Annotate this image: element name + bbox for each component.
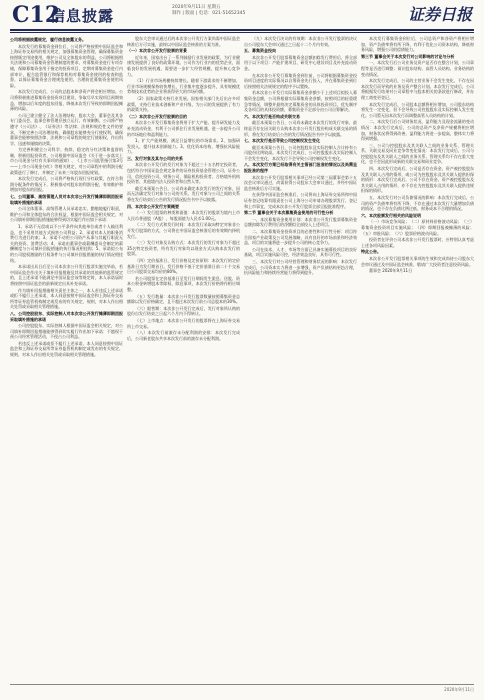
- article-subheading: （一）本次非公开发行股票的背景: [127, 48, 187, 54]
- article-subheading: 八、本次发行方案已经取得有关主管部门批准的情况以及尚需呈报批准的程序: [244, 162, 357, 174]
- article-paragraph: （五）发行数量：本次非公开发行股票数量按照募集资金总额除以发行价格确定，且不超过本次发行前公司总股本的30%。: [127, 293, 240, 305]
- article-paragraph: 在获得中国证监会核准后，公司将向上海证券交易所和中国证券登记结算有限责任公司上海分公司申请办理股票发行、登记和上市事宜，完成本次非公开发行股票全部呈报批准程序。: [244, 192, 357, 209]
- article-paragraph: 1、承诺不无偿或以不公平条件向其他单位或者个人输送利益，也不采用其他方式损害公司利益；2、承诺对本人的职务消费行为进行约束；3、承诺不动用公司资产从事与其履行职责无关的投资、消费活动；4、承诺由董事会或薪酬委员会制定的薪酬制度与公司填补回报措施的执行情况相挂钩；5、承诺拟公布的公司股权激励的行权条件与公司填补回报措施的执行情况相挂钩。: [10, 224, 123, 263]
- article-subheading: 第三节 董事会关于本次发行对公司影响的讨论与分析: [361, 53, 455, 59]
- column: [361, 36, 474, 682]
- article-paragraph: 公司已建立健全了法人治理结构，股东大会、董事会及其各专门委员会、监事会和管理层独立运行、有效制衡，公司将严格遵守《公司法》、《证券法》等法律、法规和规范性文件的要求，不断完善公司治理结构，确保股东能够充分行使权利，确保董事会能够按照法律、法规和公司章程的规定行使职权、作出科学、迅速和谨慎的决策。: [10, 112, 123, 146]
- header-rule-thin: [10, 32, 474, 33]
- article-paragraph: 本次非公开发行的发行对象为不超过三十五名特定投资者，包括符合中国证监会规定条件的证券投资基金管理公司、证券公司、信托投资公司、财务公司、保险机构投资者、合格境外机构投资者、其他境内法人投资者和自然人等。: [127, 162, 240, 185]
- newspaper-logo: 证券日报: [407, 5, 472, 24]
- article-paragraph: 三、本次发行对公司经营管理和财务状况的影响：本次发行完成后，公司资本实力将进一步增强，资产负债结构更趋合理，抗风险能力和持续经营能力将得到提升。: [244, 258, 357, 276]
- issue-meta: [172, 5, 245, 17]
- article-subheading: 六、本次发行是否构成关联交易: [244, 113, 300, 119]
- article-paragraph: 公司控股股东、实际控制人根据中国证监会相关规定，对公司填补即期回报措施能够得到切实履行作出如下承诺：不越权干预公司经营管理活动，不侵占公司利益。: [10, 323, 123, 340]
- article-paragraph: 本次发行完成后，公司将严格执行现行分红政策，在符合利润分配条件的情况下，积极推动对股东的利润分配，有效维护和增加对股东的回报。: [10, 176, 123, 193]
- article-subheading: （二）本次非公开发行股票的目的: [127, 113, 187, 119]
- article-paragraph: 作为填补回报措施相关责任主体之一，本人若违反上述承诺或拒不履行上述承诺，本人同意按照中国证监会和上海证券交易所等证券监管机构制定或发布的有关规定、规则，对本人作出相关处罚或采取相关管理措施。: [10, 287, 123, 310]
- article-paragraph: 三、公司与控股股东及其关联人之间的业务关系、管理关系、关联交易及同业竞争等变化情况：本次发行完成后，公司与控股股东及其关联人之间的业务关系、管理关系均不存在重大变化，也不会因此形成新的关联交易和同业竞争。: [361, 142, 474, 165]
- article-paragraph: 本次发行完成后，公司股本总额将相应增加，公司股东结构将发生一定变化，但不会导致公司控股股东及实际控制人发生变化。公司暂无因本次发行而调整高管人员结构的计划。: [361, 101, 474, 118]
- article-paragraph: （一）发行股票的种类和面值：本次发行的股票为境内上市人民币普通股（A股），每股面值为人民币1.00元。: [127, 210, 240, 221]
- article-paragraph: （七）上市地点：本次非公开发行的股票将在上海证券交易所上市交易。: [127, 317, 240, 329]
- header-rule: [10, 29, 474, 31]
- article-paragraph: 本次发行募集资金到位后，公司总资产和净资产将相应增加，资产负债率将有所下降，有利于优化公司资本结构，降低财务风险，增强公司的偿债能力。: [361, 36, 474, 53]
- article-paragraph: 二、本次募集资金投资项目的必要性和可行性分析：项目符合国家产业政策及公司发展战略，具有良好的市场前景和经济效益，项目的实施将进一步提升公司的核心竞争力。: [244, 229, 357, 246]
- article-paragraph: 在本次非公开发行募集资金到位前，公司将根据募集资金投资项目进度的实际情况以自筹资金先行投入，并在募集资金到位后按照相关法规规定的程序予以置换。: [244, 72, 357, 89]
- article-paragraph: （八）本次发行前滚存未分配利润的安排：本次发行完成后，公司新老股东共享本次发行前的滚存未分配利润。: [127, 330, 240, 341]
- article-subheading: 七、本次发行是否导致公司控制权发生变化: [244, 138, 320, 144]
- article-subheading: 七、公司董事、高级管理人员对本次非公开发行摊薄即期回报采取填补措施的承诺: [10, 194, 123, 205]
- page-number: C12: [12, 2, 61, 28]
- article-paragraph: 本承诺出具日后至公司本次非公开发行股票实施完毕前，若中国证监会作出关于填补回报措施及其承诺的其他新的监管规定的，且上述承诺不能满足中国证监会该等规定时，本人承诺届时将按照中国证监会的最新规定出具补充承诺。: [10, 264, 123, 286]
- article-paragraph: （三）发行对象及认购方式：本次发行的发行对象为不超过35名特定投资者，所有发行对象均以现金方式认购本次发行的股票。: [127, 240, 240, 257]
- article-paragraph: 二、本次发行后公司财务状况、盈利能力及现金流量的变动情况：本次发行完成后，公司的总资产及净资产规模将相应增加，财务状况将得到改善，盈利能力将进一步提高，整体实力将得到增强。: [361, 119, 474, 142]
- article-paragraph: （九）本次发行决议的有效期：本次非公开发行股票的决议自公司股东大会审议通过之日起十二个月内有效。: [244, 36, 357, 47]
- article-paragraph: （2）国家政策支持行业发展。国家相关部门先后出台多项政策，支持行业技术创新和产业升级，为公司的发展提供了有力的政策支持。: [127, 95, 240, 113]
- article-paragraph: 本次非公开发行股票募集资金总额扣除发行费用后，将全部用于以下项目：产能扩建项目、研发中心建设项目及补充流动资金。: [244, 54, 357, 71]
- article-columns: [10, 36, 474, 682]
- article-paragraph: 五、本次发行对公司负债情况的影响：本次发行完成后，公司的资产负债率将有所下降，不存在通过本次发行大量增加负债的情况，也不存在负债比例过低、财务成本不合理的情况。: [361, 195, 474, 212]
- article-subheading: 六、本次股票发行相关的风险说明: [361, 212, 421, 218]
- article-paragraph: 若公司股票在定价基准日至发行日期间发生派息、送股、资本公积金转增股本等除权、除息事项，本次发行价格将作相应调整。: [127, 275, 240, 292]
- page-footer: [10, 684, 474, 693]
- article-paragraph: 若本次非公开发行实际募集资金净额少于上述项目拟投入募集资金总额，公司将根据实际募集资金净额，按照项目的轻重缓急等情况，调整并最终决定募集资金的具体投资项目、优先顺序及各项目的具体投资额，募集资金不足部分由公司自筹解决。: [244, 90, 357, 113]
- article-paragraph: （四）定价基准日、发行价格及定价原则：本次发行的定价基准日为发行期首日。发行价格不低于定价基准日前二十个交易日公司股票交易均价的80%。: [127, 257, 240, 275]
- article-subheading: 公司将根据披露规定，履行信息披露义务。: [10, 37, 86, 42]
- article-paragraph: 本次发行的募集资金到位后，公司将严格按照中国证监会和上海证券交易所的相关规定，加强募集资金管理，确保募集资金按照既定用途使用，维护公司及全体股东的利益。公司将根据相关法规和公司募集资金管理制度的要求，对募集资金进行专项存储，保障募集资金用于指定的投资项目，定期对募集资金进行内部审计，配合监管银行和保荐机构对募集资金使用的检查和监督，以保证募集资金合理规范使用，合理防范募集资金使用风险。: [10, 43, 123, 88]
- article-paragraph: 本次发行完成后，公司的主营业务不会发生变化，不存在因本次发行而导致的业务及资产整合计划。本次发行完成后，公司将根据发行结果对公司章程中与股本相关的条款进行修改，并办理工商变更登记。: [361, 78, 474, 100]
- article-paragraph: 截至本预案公告日，公司控股股东及实际控制人合计持有公司股份比例较高。本次发行完成后，公司控股股东及实际控制人不会发生变化，本次发行不会导致公司控制权发生变化。: [244, 144, 357, 161]
- article-paragraph: 1、扩大产能规模，满足日益增长的市场需求。2、加强研发投入，提升技术创新能力。3、优化资本结构，增强抗风险能力。: [127, 138, 240, 155]
- issue-date: 2020年9月11日 星期五: [172, 5, 221, 10]
- article-subheading: 特此公告。: [361, 249, 381, 255]
- article-paragraph: 一、本次募集资金使用计划：本次非公开发行股票募集资金总额扣除发行费用后的净额拟全部投入上述项目。: [244, 216, 357, 228]
- article-paragraph: 一、本次发行后公司业务及资产是否存在整合计划，公司章程等是否进行调整；预计股东结构、高管人员结构、业务结构的变动情况。: [361, 60, 474, 77]
- article-subheading: 五、募集资金投向: [244, 48, 276, 54]
- article-paragraph: 董事会 2020年9月11日: [369, 268, 413, 274]
- footer-date: 2020年9月11日: [444, 687, 474, 692]
- column: [127, 36, 240, 682]
- article-paragraph: 近年来，国家出台了一系列鼓励行业发展的政策，为行业健康发展提供了良好的政策环境。公司作为行业内的优势企业，面临良好的发展机遇，需要进一步扩大经营规模，提升核心竞争力。: [127, 54, 240, 77]
- article-paragraph: 本次发行完成后，公司的总股本和净资产将会相应增加。公司将积极推进募集资金投资项目建设，争取尽早实现项目预期效益，增加以后年度的股东回报，降低本次发行导致的即期回报摊薄的风险。: [10, 89, 123, 112]
- section-title: 信息披露: [50, 7, 115, 25]
- article-paragraph: 本次非公开发行股票相关事项已经公司第三届董事会第十五次会议审议通过，尚需获得公司股东大会审议通过，并经中国证监会核准后方可实施。: [244, 174, 357, 191]
- article-paragraph: 本次非公开发行募集资金将用于扩大产能、提升研发能力及补充流动资金，有利于公司抓住行业发展机遇，进一步提升公司的市场地位和盈利能力。: [127, 120, 240, 137]
- article-paragraph: （一）市场竞争风险；（二）原材料价格波动风险；（三）募集资金投资项目实施风险；（四）即期回报被摊薄的风险；（五）审批风险；（六）股票价格波动风险。: [361, 219, 474, 236]
- article-paragraph: （六）限售期：本次非公开发行完成后，发行对象所认购的股份自发行结束之日起六个月内不得转让。: [127, 305, 240, 317]
- column: [244, 36, 357, 682]
- issue-editor: 制作 | 版面 | 电话：021-51652345: [172, 11, 246, 16]
- article-paragraph: 截至本预案公告日，公司尚未确定本次发行的发行对象，因而无法确定发行对象与公司的关系。发行对象与公司之间的关系将在发行结束后公告的发行情况报告书中予以披露。: [127, 185, 240, 203]
- page-header: [0, 0, 484, 30]
- article-paragraph: 公司在技术、人才、市场等方面已具备实施募投项目的良好基础，项目实施风险可控，经济效益良好，具有可行性。: [244, 246, 357, 258]
- article-paragraph: 四、本次发行完成后，公司是否存在资金、资产被控股股东及其关联人占用的情形，或公司为控股股东及其关联人提供担保的情形：本次发行完成后，公司不存在资金、资产被控股股东及其关联人占用的情形，亦不存在为控股股东及其关联人提供违规担保的情形。: [361, 166, 474, 194]
- article-paragraph: 本次非公开发行股票相关事项的生效和完成尚待公司股东大会审议通过及中国证监会核准，敬请广大投资者注意投资风险。: [361, 255, 474, 267]
- article-paragraph: 若违反上述承诺或拒不履行上述承诺，本人同意按照中国证监会和上海证券交易所等证券监管机构制定或发布的有关规定、规则，对本人作出相关处罚或采取相关管理措施。: [10, 340, 123, 358]
- article-paragraph: 股东大会审议通过后的本次非公开发行方案尚需中国证监会核准后方可实施，最终以中国证监会核准的方案为准。: [127, 36, 240, 47]
- article-subheading: 第二节 董事会关于本次募集资金使用的可行性分析: [244, 210, 334, 216]
- article-paragraph: 投资者在评价公司本次非公开发行股票时，应特别认真考虑上述各项风险因素。: [361, 237, 474, 248]
- article-subheading: 四、本次非公开发行方案概要: [127, 203, 179, 209]
- article-paragraph: 公司全体董事、高级管理人员承诺忠实、勤勉地履行职责，维护公司和全体股东的合法权益，根据中国证监会相关规定，对公司填补即期回报措施能够得到切实履行作出如下承诺：: [10, 206, 123, 223]
- article-subheading: 八、公司控股股东、实际控制人对本次非公开发行摊薄即期回报采取填补措施的承诺: [10, 310, 123, 322]
- article-paragraph: 截至本预案公告日，公司尚未确定本次发行的发行对象，最终是否存在因关联方认购本次非公开发行股份构成关联交易的情形，将在发行结束后公告的发行情况报告书中予以披露。: [244, 120, 357, 137]
- article-paragraph: （二）发行方式和发行时间：本次发行采取向特定对象非公开发行股票的方式，公司将在中国证监会核准后的有效期内择机发行。: [127, 222, 240, 239]
- article-paragraph: 为完善和健全公司科学、持续、稳定的分红决策和监督机制，积极回报投资者，公司根据中国证监会《关于进一步落实上市公司现金分红有关事项的通知》、《上市公司监管指引第3号——上市公司现金分红》等相关规定，对公司章程中的利润分配政策进行了修订，并制定了未来三年股东回报规划。: [10, 147, 123, 175]
- article-subheading: 三、发行对象及其与公司的关系: [127, 155, 183, 161]
- article-paragraph: （1）行业市场规模持续增长。随着下游需求的不断增加，行业市场规模保持较快增长，行业集中度逐步提升，具有规模优势和技术优势的企业将获得更大的市场份额。: [127, 78, 240, 95]
- column: [10, 36, 123, 682]
